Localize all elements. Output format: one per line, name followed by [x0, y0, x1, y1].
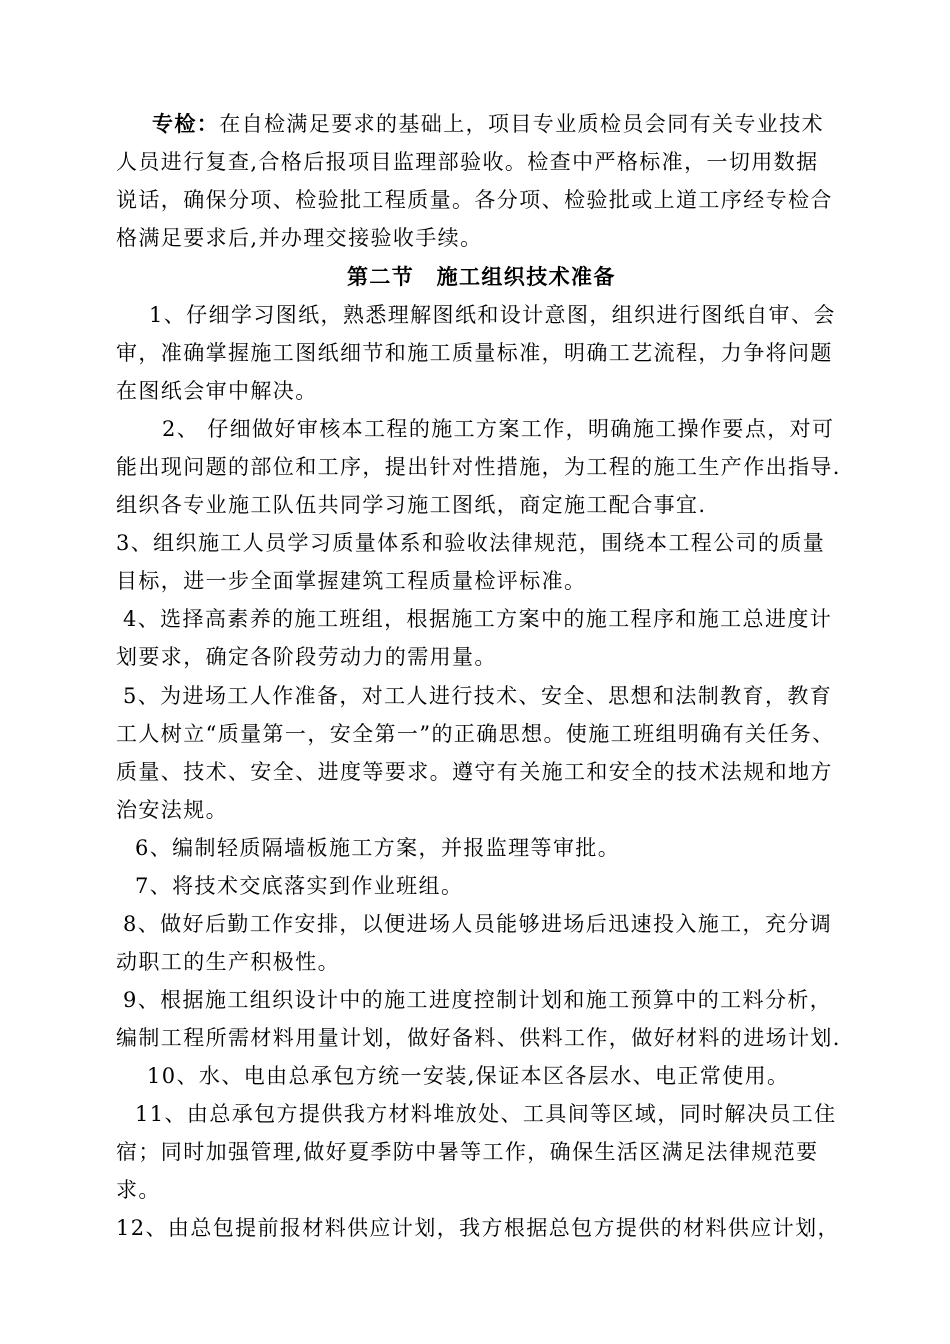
item-1-line-1: 1、仔细学习图纸，熟悉理解图纸和设计意图，组织进行图纸自审、会	[149, 303, 836, 327]
item-9-line-1: 9、根据施工组织设计中的施工进度控制计划和施工预算中的工料分析，	[123, 988, 833, 1012]
item-2-line-3: 组织各专业施工队伍共同学习施工图纸，商定施工配合事宜.	[116, 493, 707, 517]
item-8-line-2: 动职工的生产积极性。	[116, 950, 340, 974]
item-11-line-2: 宿；同时加强管理,做好夏季防中暑等工作，确保生活区满足法律规范要	[116, 1140, 819, 1164]
item-4-line-2: 划要求，确定各阶段劳动力的需用量。	[116, 645, 497, 669]
inspect-paragraph-line-2: 人员进行复查,合格后报项目监理部验收。检查中严格标准，一切用数据	[116, 150, 819, 174]
inspect-paragraph-line-4: 格满足要求后,并办理交接验收手续。	[116, 226, 483, 250]
item-11-line-1: 11、由总承包方提供我方材料堆放处、工具间等区域，同时解决员工住	[135, 1102, 837, 1126]
inspect-paragraph-line-3: 说话，确保分项、检验批工程质量。各分项、检验批或上道工序经专检合	[116, 188, 833, 212]
item-11-line-3: 求。	[116, 1178, 161, 1202]
item-5-line-3: 质量、技术、安全、进度等要求。遵守有关施工和安全的技术法规和地方	[116, 760, 833, 784]
item-1-line-3: 在图纸会审中解决。	[116, 379, 318, 403]
item-5-line-1: 5、为进场工人作准备，对工人进行技术、安全、思想和法制教育，教育	[123, 684, 833, 708]
item-3-line-2: 目标，进一步全面掌握建筑工程质量检评标准。	[116, 569, 587, 593]
item-3-line-1: 3、组织施工人员学习质量体系和验收法律规范，围绕本工程公司的质量	[116, 531, 826, 555]
inspect-text: 在自检满足要求的基础上，项目专业质检员会同有关专业技术	[219, 112, 825, 136]
inspect-paragraph-line-1	[152, 109, 824, 139]
item-4-line-1: 4、选择高素养的施工班组，根据施工方案中的施工程序和施工总进度计	[123, 607, 833, 631]
item-12-line-1: 12、由总包提前报材料供应计划，我方根据总包方提供的材料供应计划，	[116, 1216, 840, 1240]
item-9-line-2: 编制工程所需材料用量计划，做好备料、供料工作，做好材料的进场计划.	[116, 1026, 841, 1050]
inspect-lead: 专检：	[152, 111, 220, 136]
item-8-line-1: 8、做好后勤工作安排，以便进场人员能够进场后迅速投入施工，充分调	[123, 912, 833, 936]
item-2-line-2: 能出现问题的部位和工序，提出针对性措施，为工程的施工生产作出指导.	[116, 455, 841, 479]
item-5-line-2: 工人树立“质量第一，安全第一”的正确思想。使施工班组明确有关任务、	[116, 722, 835, 746]
item-7-line-1: 7、将技术交底落实到作业班组。	[135, 874, 464, 898]
item-6-line-1: 6、编制轻质隔墙板施工方案，并报监理等审批。	[135, 836, 621, 860]
section-title: 第二节 施工组织技术准备	[347, 264, 616, 289]
item-1-line-2: 审，准确掌握施工图纸细节和施工质量标准，明确工艺流程，力争将问题	[116, 341, 833, 365]
item-10-line-1: 10、水、电由总承包方统一安装,保证本区各层水、电正常使用。	[147, 1064, 790, 1088]
item-5-line-4: 治安法规。	[116, 798, 228, 822]
item-2-line-1: 2、 仔细做好审核本工程的施工方案工作，明确施工操作要点，对可	[162, 417, 835, 441]
